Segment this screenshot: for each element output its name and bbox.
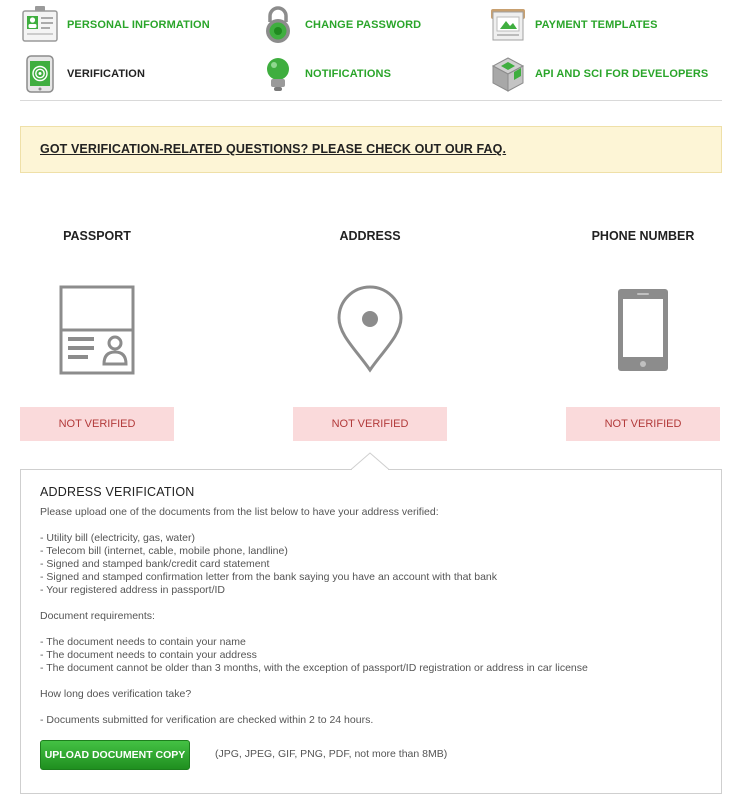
passport-title: PASSPORT xyxy=(63,229,131,243)
cube-icon xyxy=(488,54,528,94)
passport-icon[interactable] xyxy=(59,285,135,375)
panel-pointer-arrow xyxy=(351,452,389,470)
bell-icon xyxy=(258,54,298,94)
requirement-item: - The document cannot be older than 3 months, with the exception of passport/ID registration or address in car license xyxy=(40,662,588,674)
nav-item-label: NOTIFICATIONS xyxy=(305,68,392,80)
requirement-item: - The document needs to contain your name xyxy=(40,636,246,648)
nav-item-verification[interactable] xyxy=(20,51,145,97)
smartphone-icon[interactable] xyxy=(616,287,670,373)
address-title: ADDRESS xyxy=(339,229,401,243)
payment-templates-icon xyxy=(488,5,528,45)
nav-item-notifications[interactable] xyxy=(258,51,391,97)
nav-item-payment-templates[interactable] xyxy=(488,2,658,48)
fingerprint-phone-icon xyxy=(20,54,60,94)
nav-item-personal-information[interactable] xyxy=(20,2,210,48)
panel-intro: Please upload one of the documents from the list below to have your address verified: xyxy=(40,506,439,518)
address-verification-panel xyxy=(20,469,722,794)
upload-document-button[interactable]: UPLOAD DOCUMENT COPY xyxy=(40,740,190,770)
nav-item-api-sci[interactable] xyxy=(488,51,708,97)
nav-item-label: PAYMENT TEMPLATES xyxy=(535,19,658,31)
nav-item-label: PERSONAL INFORMATION xyxy=(67,19,210,31)
address-status-badge: NOT VERIFIED xyxy=(293,407,447,441)
map-pin-icon[interactable] xyxy=(335,285,405,373)
nav-item-label: VERIFICATION xyxy=(67,68,145,80)
time-text: - Documents submitted for verification are checked within 2 to 24 hours. xyxy=(40,714,374,726)
phone-status-badge: NOT VERIFIED xyxy=(566,407,720,441)
requirements-title: Document requirements: xyxy=(40,610,155,622)
nav-item-change-password[interactable] xyxy=(258,2,421,48)
nav-item-label: API AND SCI FOR DEVELOPERS xyxy=(535,68,709,80)
document-item: - Your registered address in passport/ID xyxy=(40,584,226,596)
upload-format-note: (JPG, JPEG, GIF, PNG, PDF, not more than 8MB) xyxy=(215,748,448,760)
nav-item-label: CHANGE PASSWORD xyxy=(305,19,422,31)
document-item: - Signed and stamped bank/credit card statement xyxy=(40,558,270,570)
panel-title: ADDRESS VERIFICATION xyxy=(40,485,195,499)
document-item: - Utility bill (electricity, gas, water) xyxy=(40,532,195,544)
phone-number-title: PHONE NUMBER xyxy=(591,229,695,243)
time-title: How long does verification take? xyxy=(40,688,192,700)
padlock-icon xyxy=(258,5,298,45)
document-item: - Telecom bill (internet, cable, mobile phone, landline) xyxy=(40,545,288,557)
faq-link[interactable]: GOT VERIFICATION-RELATED QUESTIONS? PLEASE CHECK OUT OUR FAQ. xyxy=(40,142,507,156)
document-item: - Signed and stamped confirmation letter from the bank saying you have an account with that bank xyxy=(40,571,498,583)
settings-nav xyxy=(20,0,722,101)
id-badge-icon xyxy=(20,5,60,45)
passport-status-badge: NOT VERIFIED xyxy=(20,407,174,441)
faq-banner xyxy=(20,126,722,173)
requirement-item: - The document needs to contain your address xyxy=(40,649,257,661)
